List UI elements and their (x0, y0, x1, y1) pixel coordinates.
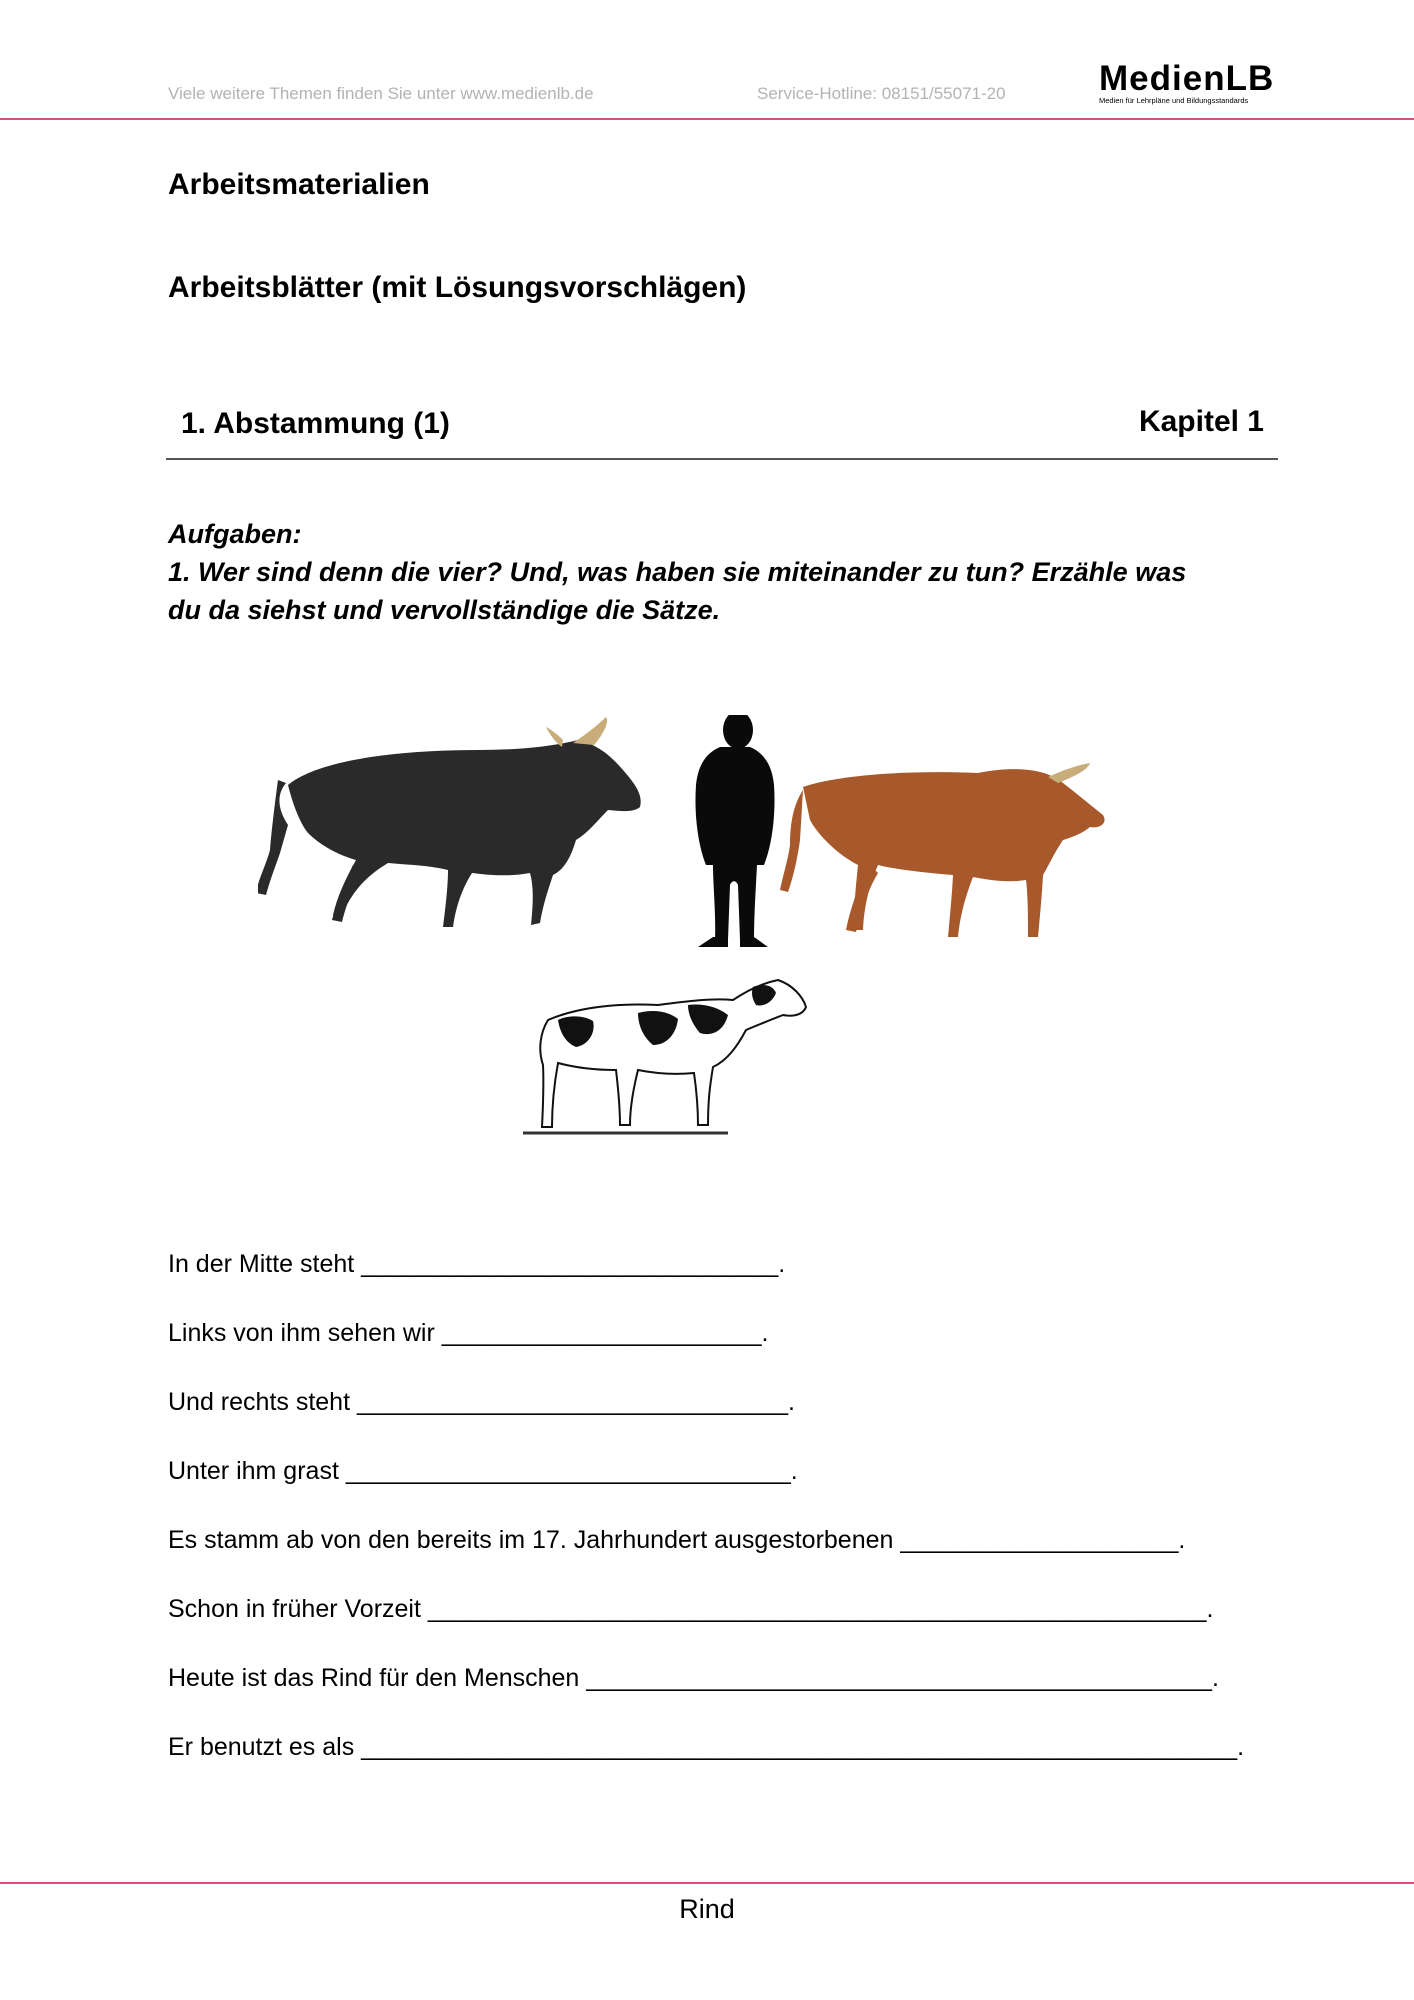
header-divider (0, 118, 1414, 120)
sentence-4: Unter ihm grast ________________________________. (168, 1457, 798, 1485)
header-hotline-text: Service-Hotline: 08151/55071-20 (757, 84, 1006, 103)
footer-text: Rind (679, 1894, 735, 1924)
sentence-1: In der Mitte steht ______________________________. (168, 1250, 786, 1278)
medienlb-logo (1099, 59, 1291, 105)
sentence-6: Schon in früher Vorzeit ________________________________________________________. (168, 1595, 1214, 1623)
task-heading: Aufgaben: (168, 519, 302, 549)
header-website-text: Viele weitere Themen finden Sie unter www.medienlb.de (168, 84, 594, 103)
footer-divider (0, 1882, 1414, 1884)
sentence-8: Er benutzt es als _______________________________________________________________. (168, 1733, 1245, 1761)
black-aurochs-image (258, 717, 641, 927)
sentence-7: Heute ist das Rind für den Menschen _____________________________________________. (168, 1664, 1219, 1692)
page-subtitle: Arbeitsblätter (mit Lösungsvorschlägen) (168, 271, 747, 304)
sentence-3: Und rechts steht _______________________________. (168, 1388, 795, 1416)
logo-wordmark: MedienLB (1099, 59, 1275, 98)
holstein-cow-image (523, 980, 806, 1133)
task-line-2: du da siehst und vervollständige die Sätze. (168, 595, 721, 625)
page-title: Arbeitsmaterialien (168, 168, 430, 201)
sentence-2: Links von ihm sehen wir _______________________. (168, 1319, 769, 1347)
logo-tagline: Medien für Lehrpläne und Bildungsstandards (1099, 96, 1249, 105)
sentence-5: Es stamm ab von den bereits im 17. Jahrhundert ausgestorbenen ____________________. (168, 1526, 1186, 1554)
chapter-divider (166, 458, 1278, 460)
chapter-label: Kapitel 1 (1138, 405, 1264, 438)
human-silhouette-image (695, 715, 774, 947)
cattle-illustration (258, 715, 1158, 1170)
brown-aurochs-image (780, 763, 1105, 937)
task-line-1: 1. Wer sind denn die vier? Und, was haben sie miteinander zu tun? Erzähle was (168, 557, 1187, 587)
chapter-title: 1. Abstammung (1) (181, 407, 450, 440)
task-block (168, 515, 1298, 629)
